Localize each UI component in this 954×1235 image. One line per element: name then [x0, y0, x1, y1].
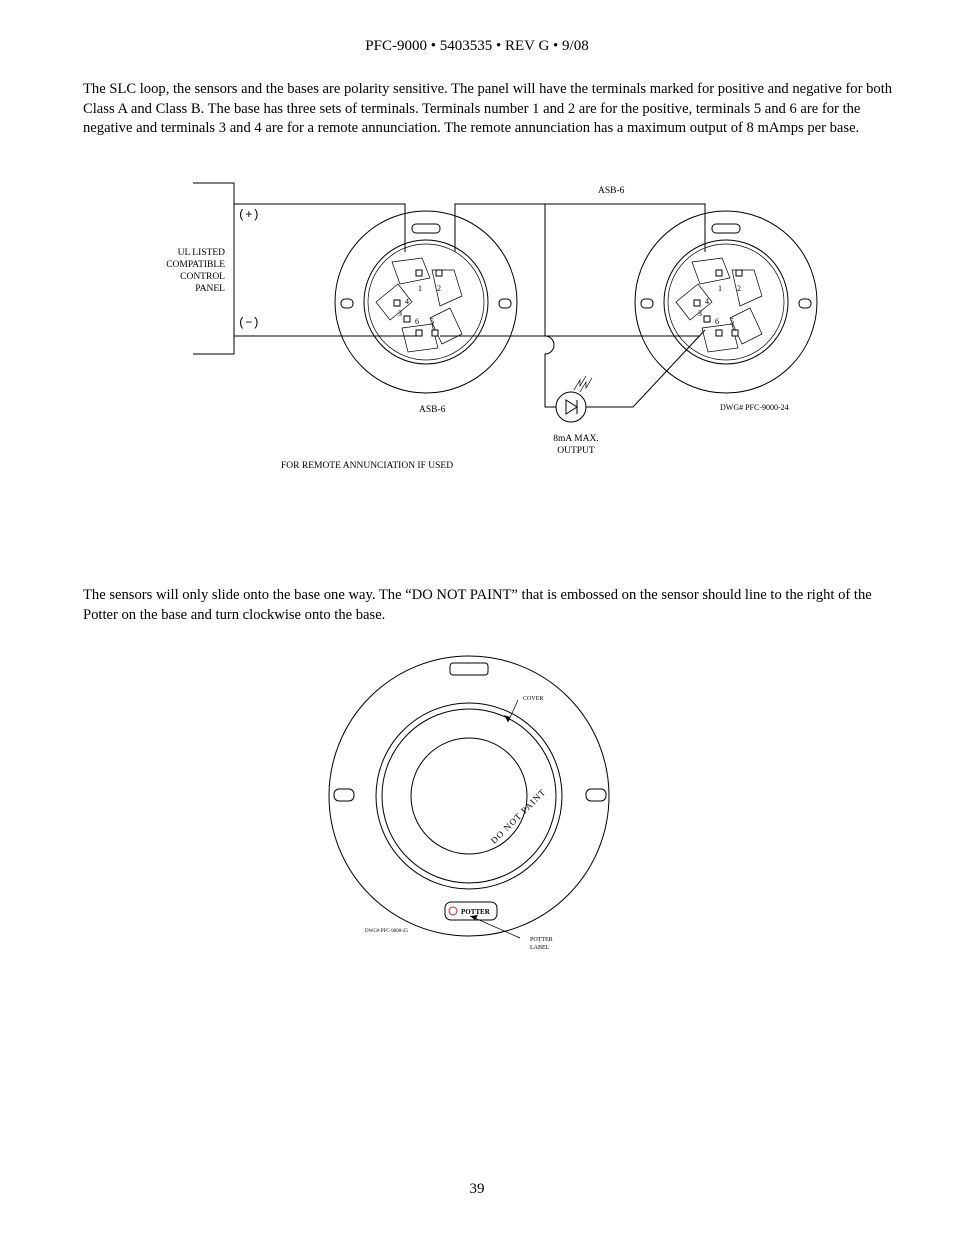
terminal-number: 6 [715, 317, 719, 326]
cover-label: COVER [523, 696, 544, 702]
output-label-line: OUTPUT [557, 446, 595, 456]
potter-label-line: LABEL [530, 945, 550, 951]
panel-label-line: UL LISTED [177, 248, 225, 258]
negative-wire-link [440, 336, 556, 407]
base-right [635, 211, 817, 393]
positive-wire-in [234, 204, 405, 252]
page-number: 39 [469, 1181, 485, 1197]
output-label-line: 8mA MAX. [553, 434, 599, 444]
positive-wire-link [455, 204, 705, 252]
drawing-number-25: DWG# PFC-9000-25 [365, 929, 408, 934]
potter-label-callout [530, 936, 553, 952]
orientation-paragraph: The sensors will only slide onto the base one way. The “DO NOT PAINT” that is embossed on the sensor should line to the right of the Potter on the base and turn clockwise onto the base. [83, 587, 872, 623]
sensor-base-drawing [329, 656, 609, 938]
potter-logo: POTTER [461, 908, 490, 916]
terminal-number: 5 [730, 317, 734, 326]
panel-label-line: CONTROL [180, 272, 225, 282]
terminal-number: 4 [705, 297, 709, 306]
negative-terminal-label: (−) [238, 316, 260, 330]
output-label [531, 433, 621, 457]
panel-label-line: COMPATIBLE [166, 260, 225, 270]
terminal-number: 3 [698, 309, 702, 318]
terminal-number: 5 [430, 317, 434, 326]
panel-label-line: PANEL [195, 284, 225, 294]
potter-label-line: POTTER [530, 937, 553, 943]
terminal-number: 6 [415, 317, 419, 326]
base-left [335, 211, 517, 393]
remote-annunciation-note: FOR REMOTE ANNUNCIATION IF USED [281, 461, 454, 471]
terminal-number: 1 [718, 284, 722, 293]
base-right-label: ASB-6 [598, 186, 625, 196]
base-left-label: ASB-6 [419, 405, 446, 415]
annunciator-return [586, 330, 705, 407]
do-not-paint-emboss: DO NOT PAINT [488, 786, 548, 846]
led-indicator [556, 376, 592, 422]
terminal-number: 3 [398, 309, 402, 318]
terminal-number: 4 [405, 297, 409, 306]
positive-terminal-label: (+) [238, 208, 260, 222]
drawing-number-24: DWG# PFC-9000-24 [720, 403, 789, 412]
terminal-number: 1 [418, 284, 422, 293]
terminal-number: 2 [737, 284, 741, 293]
panel-label [150, 247, 225, 295]
page-header: PFC-9000 • 5403535 • REV G • 9/08 [365, 38, 589, 54]
terminal-number: 2 [437, 284, 441, 293]
polarity-paragraph: The SLC loop, the sensors and the bases are polarity sensitive. The panel will have the terminals marked for positive and negative for both Class A and Class B. The base has three sets of terminals. Terminals number 1 and 2 are for the positive, terminals 5 and 6 are for the negative and terminals 3 and 4 are for a remote annunciation. The remote annunciation has a maximum output of 8 mAmps per base. [83, 81, 893, 136]
